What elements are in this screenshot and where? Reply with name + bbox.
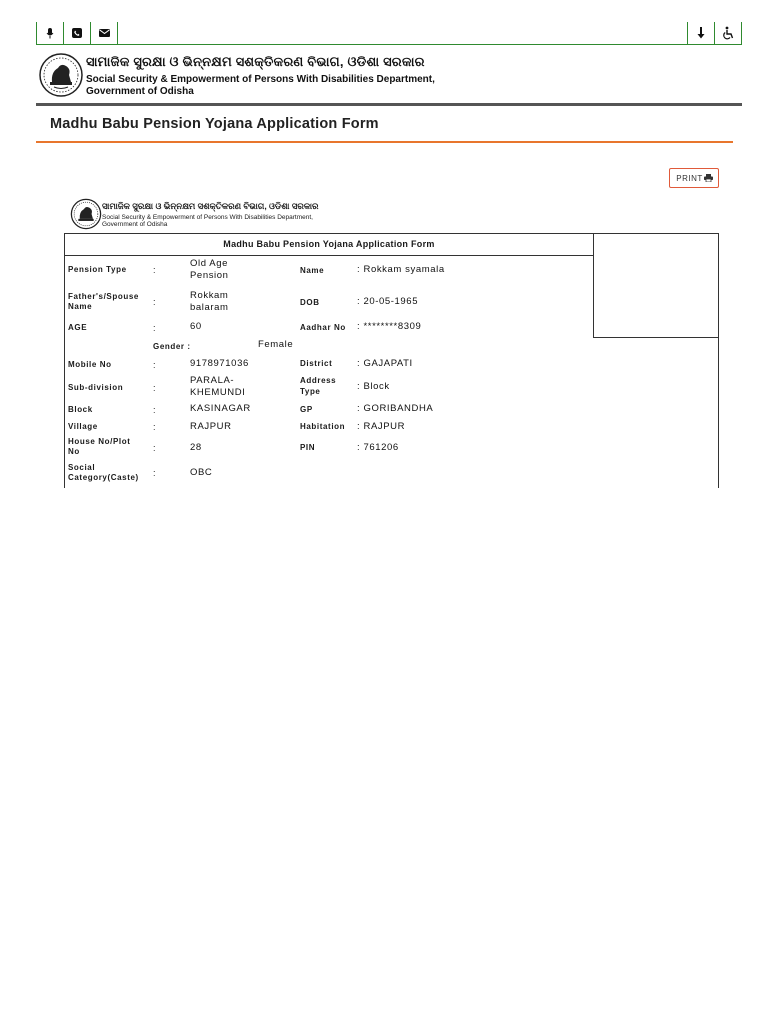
aadhar-value: : ********8309 [357, 321, 422, 332]
form-letterhead [70, 198, 370, 232]
letterhead-text [102, 201, 318, 228]
top-utility-bar [36, 22, 742, 45]
colon: : [153, 443, 156, 453]
pin-label: PIN [300, 443, 316, 452]
header-divider [36, 103, 742, 106]
social-category-label-line2: Category(Caste) [68, 473, 139, 482]
colon: : [153, 422, 156, 432]
accessibility-tools [687, 22, 742, 44]
gp-value: : GORIBANDHA [357, 403, 434, 414]
subdivision-value-line1: PARALA- [190, 375, 235, 386]
dob-value: : 20-05-1965 [357, 296, 419, 307]
photo-box [593, 233, 719, 338]
age-label: AGE [68, 323, 88, 332]
printer-icon [704, 174, 713, 182]
age-value: 60 [190, 321, 202, 332]
envelope-icon[interactable] [91, 22, 118, 44]
block-value: KASINAGAR [190, 403, 251, 414]
header-odia-title: ସାମାଜିକ ସୁରକ୍ଷା ଓ ଭିନ୍ନକ୍ଷମ ସଶକ୍ତିକରଣ ବିଭାଗ, ଓଡିଶା ସରକାର [86, 54, 425, 69]
colon: : [153, 265, 156, 275]
gender-value: Female [258, 339, 294, 350]
letterhead-department: Social Security & Empowerment of Persons With Disabilities Department, [102, 214, 313, 221]
name-value: : Rokkam syamala [357, 264, 445, 275]
habitation-value: : RAJPUR [357, 421, 406, 432]
colon: : [153, 297, 156, 307]
site-header [36, 48, 742, 104]
block-label: Block [68, 405, 93, 414]
header-department: Social Security & Empowerment of Persons With Disabilities Department, [86, 74, 435, 85]
village-label: Village [68, 422, 98, 431]
name-label: Name [300, 266, 325, 275]
pension-type-label: Pension Type [68, 265, 127, 274]
gp-label: GP [300, 405, 313, 414]
social-category-label-line1: Social [68, 463, 96, 472]
dob-label: DOB [300, 298, 320, 307]
colon: : [153, 468, 156, 478]
pension-type-value-line1: Old Age [190, 258, 229, 269]
form-border-left [64, 233, 65, 488]
father-spouse-value-line1: Rokkam [190, 290, 229, 301]
header-government: Government of Odisha [86, 86, 194, 97]
address-type-label-line1: Address [300, 376, 337, 385]
father-spouse-label-line1: Father's/Spouse [68, 292, 139, 301]
phone-icon[interactable] [64, 22, 91, 44]
odisha-emblem-small-icon [70, 198, 102, 230]
download-arrow-icon[interactable] [687, 22, 714, 44]
house-label-line1: House No/Plot [68, 437, 131, 446]
aadhar-label: Aadhar No [300, 323, 346, 332]
habitation-label: Habitation [300, 422, 346, 431]
colon: : [153, 383, 156, 393]
pension-type-value-line2: Pension [190, 270, 229, 281]
father-spouse-value-line2: balaram [190, 302, 229, 313]
microphone-icon[interactable] [36, 22, 64, 44]
address-type-label-line2: Type [300, 387, 321, 396]
gender-label: Gender : [153, 342, 191, 351]
social-category-value: OBC [190, 467, 213, 478]
letterhead-odia-title: ସାମାଜିକ ସୁରକ୍ଷା ଓ ଭିନ୍ନକ୍ଷମ ସଶକ୍ତିକରଣ ବିଭାଗ, ଓଡିଶା ସରକାର [102, 201, 319, 211]
page-title: Madhu Babu Pension Yojana Application Form [50, 116, 379, 132]
house-value: 28 [190, 442, 202, 453]
mobile-label: Mobile No [68, 360, 112, 369]
subdivision-value-line2: KHEMUNDI [190, 387, 246, 398]
district-label: District [300, 359, 333, 368]
mobile-value: 9178971036 [190, 358, 249, 369]
district-value: : GAJAPATI [357, 358, 413, 369]
print-button[interactable] [669, 168, 719, 188]
title-divider [36, 141, 733, 143]
father-spouse-label-line2: Name [68, 302, 93, 311]
contact-icons [36, 22, 118, 44]
colon: : [153, 323, 156, 333]
village-value: RAJPUR [190, 421, 232, 432]
print-button-label: PRINT [676, 173, 703, 183]
house-label-line2: No [68, 447, 80, 456]
odisha-emblem-icon [38, 52, 84, 98]
form-title-divider [64, 255, 594, 256]
pin-value: : 761206 [357, 442, 399, 453]
header-text [86, 54, 435, 97]
form-title: Madhu Babu Pension Yojana Application Form [223, 239, 435, 249]
colon: : [153, 405, 156, 415]
colon: : [153, 360, 156, 370]
subdivision-label: Sub-division [68, 383, 124, 392]
letterhead-government: Government of Odisha [102, 221, 168, 228]
address-type-value: : Block [357, 381, 390, 392]
accessibility-icon[interactable] [714, 22, 742, 44]
